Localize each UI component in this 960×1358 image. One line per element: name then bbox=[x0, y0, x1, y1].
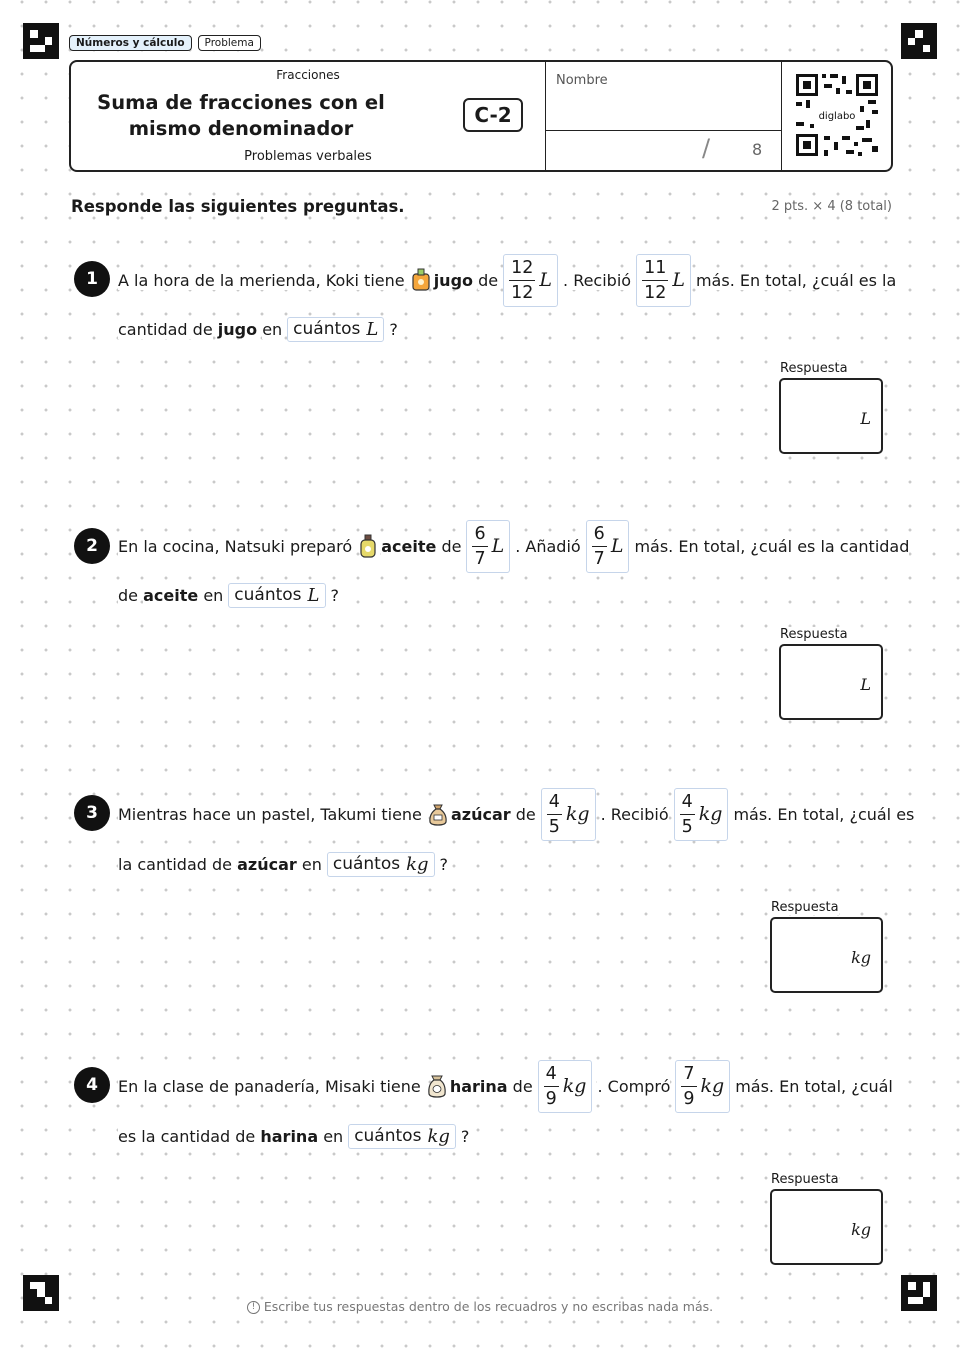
sugar-bag-icon bbox=[427, 802, 449, 826]
answer-box[interactable] bbox=[779, 644, 883, 720]
svg-text:diglabo: diglabo bbox=[818, 111, 856, 122]
worksheet-code: C-2 bbox=[463, 98, 523, 132]
problem-line-1: A la hora de la merienda, Koki tiene jugo de 12 12 L . Recibió 11 12 L más. En total, ¿cuál es la bbox=[118, 252, 896, 308]
answer-unit: L bbox=[860, 675, 871, 694]
problem-number: 3 bbox=[74, 795, 110, 831]
header-category: Fracciones bbox=[276, 68, 340, 82]
answer-unit: kg bbox=[851, 1220, 871, 1239]
worksheet-header bbox=[69, 60, 893, 172]
answer-label: Respuesta bbox=[780, 361, 848, 376]
problem-line-2: la cantidad de azúcar en cuántos kg ? bbox=[118, 853, 449, 875]
problem-number: 2 bbox=[74, 528, 110, 564]
problem-line-2: es la cantidad de harina en cuántos kg ? bbox=[118, 1125, 470, 1147]
corner-marker-top-right bbox=[901, 23, 937, 59]
tag-type: Problema bbox=[198, 35, 261, 51]
qr-code-icon bbox=[782, 62, 892, 170]
problem-line-2: de aceite en cuántos L ? bbox=[118, 584, 339, 606]
fraction-b: 11 12 L bbox=[636, 254, 691, 307]
fraction-b: 7 9 kg bbox=[675, 1060, 730, 1113]
problem-line-1: Mientras hace un pastel, Takumi tiene azúcar de 4 5 kg . Recibió 4 5 kg más. En total, ¿cuál es bbox=[118, 786, 914, 842]
tag-subject: Números y cálculo bbox=[69, 35, 192, 51]
problem-number: 4 bbox=[74, 1067, 110, 1103]
question-box: cuántos L bbox=[228, 583, 325, 608]
instructions: Responde las siguientes preguntas. bbox=[71, 197, 405, 216]
answer-label: Respuesta bbox=[771, 1172, 839, 1187]
fraction-a: 6 7 L bbox=[466, 520, 510, 573]
flour-sack-icon bbox=[426, 1074, 448, 1098]
name-label: Nombre bbox=[556, 73, 608, 88]
problem-line-1: En la clase de panadería, Misaki tiene harina de 4 9 kg . Compró 7 9 kg más. En total, ¿cuál bbox=[118, 1058, 893, 1114]
answer-box[interactable] bbox=[779, 378, 883, 454]
problem-line-2: cantidad de jugo en cuántos L ? bbox=[118, 318, 398, 340]
info-icon: ! bbox=[247, 1301, 260, 1314]
corner-marker-top-left bbox=[23, 23, 59, 59]
score-field[interactable] bbox=[545, 130, 782, 170]
problem-line-1: En la cocina, Natsuki preparó aceite de 6 7 L . Añadió 6 7 L más. En total, ¿cuál es la cantidad bbox=[118, 518, 909, 574]
qr-code-area bbox=[781, 62, 892, 170]
fraction-b: 4 5 kg bbox=[674, 788, 729, 841]
score-total: 8 bbox=[752, 140, 763, 159]
problem-number: 1 bbox=[74, 261, 110, 297]
page-title: Suma de fracciones con el mismo denominador bbox=[97, 91, 385, 140]
fraction-a: 12 12 L bbox=[503, 254, 558, 307]
fraction-a: 4 9 kg bbox=[538, 1060, 593, 1113]
juice-icon bbox=[410, 268, 432, 292]
header-subtitle: Problemas verbales bbox=[244, 149, 372, 164]
answer-label: Respuesta bbox=[771, 900, 839, 915]
question-box: cuántos kg bbox=[348, 1124, 456, 1149]
answer-unit: L bbox=[860, 409, 871, 428]
score-slash: / bbox=[702, 134, 711, 162]
answer-unit: kg bbox=[851, 948, 871, 967]
question-box: cuántos L bbox=[287, 317, 384, 342]
fraction-b: 6 7 L bbox=[586, 520, 630, 573]
question-box: cuántos kg bbox=[327, 852, 435, 877]
name-field[interactable] bbox=[545, 62, 782, 131]
footer-note: ! Escribe tus respuestas dentro de los recuadros y no escribas nada más. bbox=[0, 1299, 960, 1314]
fraction-a: 4 5 kg bbox=[541, 788, 596, 841]
tag-row bbox=[69, 35, 261, 51]
answer-box[interactable] bbox=[770, 1189, 883, 1265]
answer-box[interactable] bbox=[770, 917, 883, 993]
answer-label: Respuesta bbox=[780, 627, 848, 642]
oil-bottle-icon bbox=[357, 534, 379, 558]
points-info: 2 pts. × 4 (8 total) bbox=[771, 199, 892, 214]
